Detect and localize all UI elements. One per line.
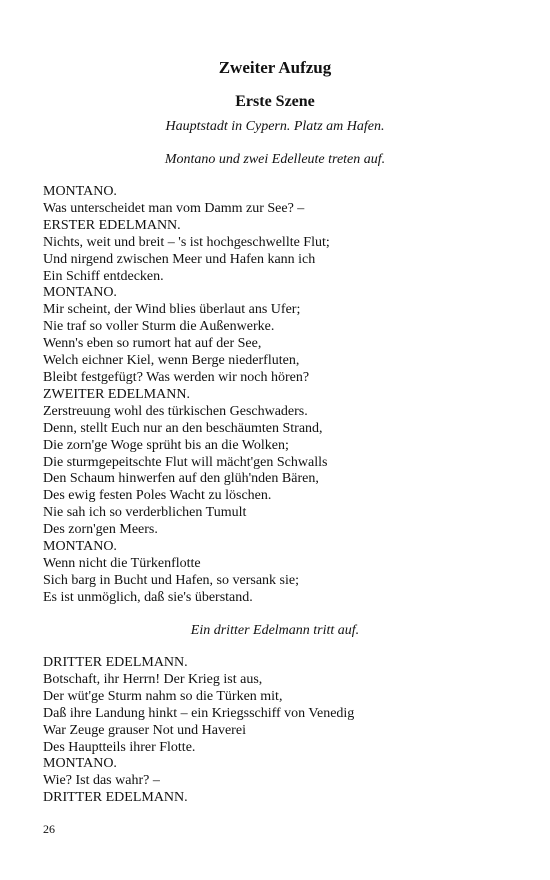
text-line: Denn, stellt Euch nur an den beschäumten Strand, [43, 420, 323, 436]
text-line: DRITTER EDELMANN. [43, 655, 188, 670]
text-line: Wenn's eben so rumort hat auf der See, [43, 336, 262, 352]
text-line: Wenn nicht die Türkenflotte [43, 555, 201, 571]
text-line: ZWEITER EDELMANN. [43, 386, 190, 402]
text-line: Nichts, weit und breit – 's ist hochgeschwellte Flut; [43, 234, 330, 250]
dialogue-block-1 [43, 184, 543, 607]
text-line: Und nirgend zwischen Meer und Hafen kann ich [43, 251, 316, 267]
text-line: Es ist unmöglich, daß sie's überstand. [43, 589, 253, 605]
text-line: Sich barg in Bucht und Hafen, so versank sie; [43, 572, 299, 588]
text-line: Ein Schiff entdecken. [43, 268, 164, 284]
text-line: Nie traf so voller Sturm die Außenwerke. [43, 319, 275, 335]
text-line: Daß ihre Landung hinkt – ein Kriegsschiff von Venedig [43, 705, 355, 721]
text-line: Zerstreuung wohl des türkischen Geschwaders. [43, 403, 308, 419]
text-line: Welch eichner Kiel, wenn Berge niederfluten, [43, 353, 300, 369]
text-line: Die sturmgepeitschte Flut will mächt'gen Schwalls [43, 454, 328, 470]
act-title: Zweiter Aufzug [218, 58, 332, 77]
page-number: 26 [43, 822, 55, 836]
text-line: War Zeuge grauser Not und Haverei [43, 722, 246, 738]
text-line: Des Hauptteils ihrer Flotte. [43, 739, 196, 755]
text-line: Die zorn'ge Woge sprüht bis an die Wolken; [43, 437, 289, 453]
text-line: Des ewig festen Poles Wacht zu löschen. [43, 488, 272, 504]
text-line: DRITTER EDELMANN. [43, 790, 188, 806]
stage-direction-setting: Hauptstadt in Cypern. Platz am Hafen. [165, 119, 385, 134]
text-line: MONTANO. [43, 539, 117, 555]
text-line: MONTANO. [43, 756, 117, 772]
text-line: Der wüt'ge Sturm nahm so die Türken mit, [43, 688, 283, 704]
text-line: MONTANO. [43, 285, 117, 301]
text-line: MONTANO. [43, 184, 117, 199]
text-line: Botschaft, ihr Herrn! Der Krieg ist aus, [43, 671, 263, 687]
text-line: Was unterscheidet man vom Damm zur See? – [43, 200, 305, 216]
text-line: Den Schaum hinwerfen auf den glüh'nden Bären, [43, 471, 319, 487]
stage-direction-entrance: Montano und zwei Edelleute treten auf. [164, 152, 386, 167]
stage-direction-third-nobleman: Ein dritter Edelmann tritt auf. [190, 623, 360, 638]
text-line: Nie sah ich so verderblichen Tumult [43, 505, 247, 521]
scene-title: Erste Szene [235, 93, 315, 110]
text-line: Des zorn'gen Meers. [43, 522, 158, 538]
text-line: Bleibt festgefügt? Was werden wir noch hören? [43, 369, 310, 385]
text-line: ERSTER EDELMANN. [43, 217, 181, 233]
text-line: Mir scheint, der Wind blies überlaut ans Ufer; [43, 302, 301, 318]
text-line: Wie? Ist das wahr? – [43, 773, 160, 789]
dialogue-block-2 [43, 655, 543, 807]
